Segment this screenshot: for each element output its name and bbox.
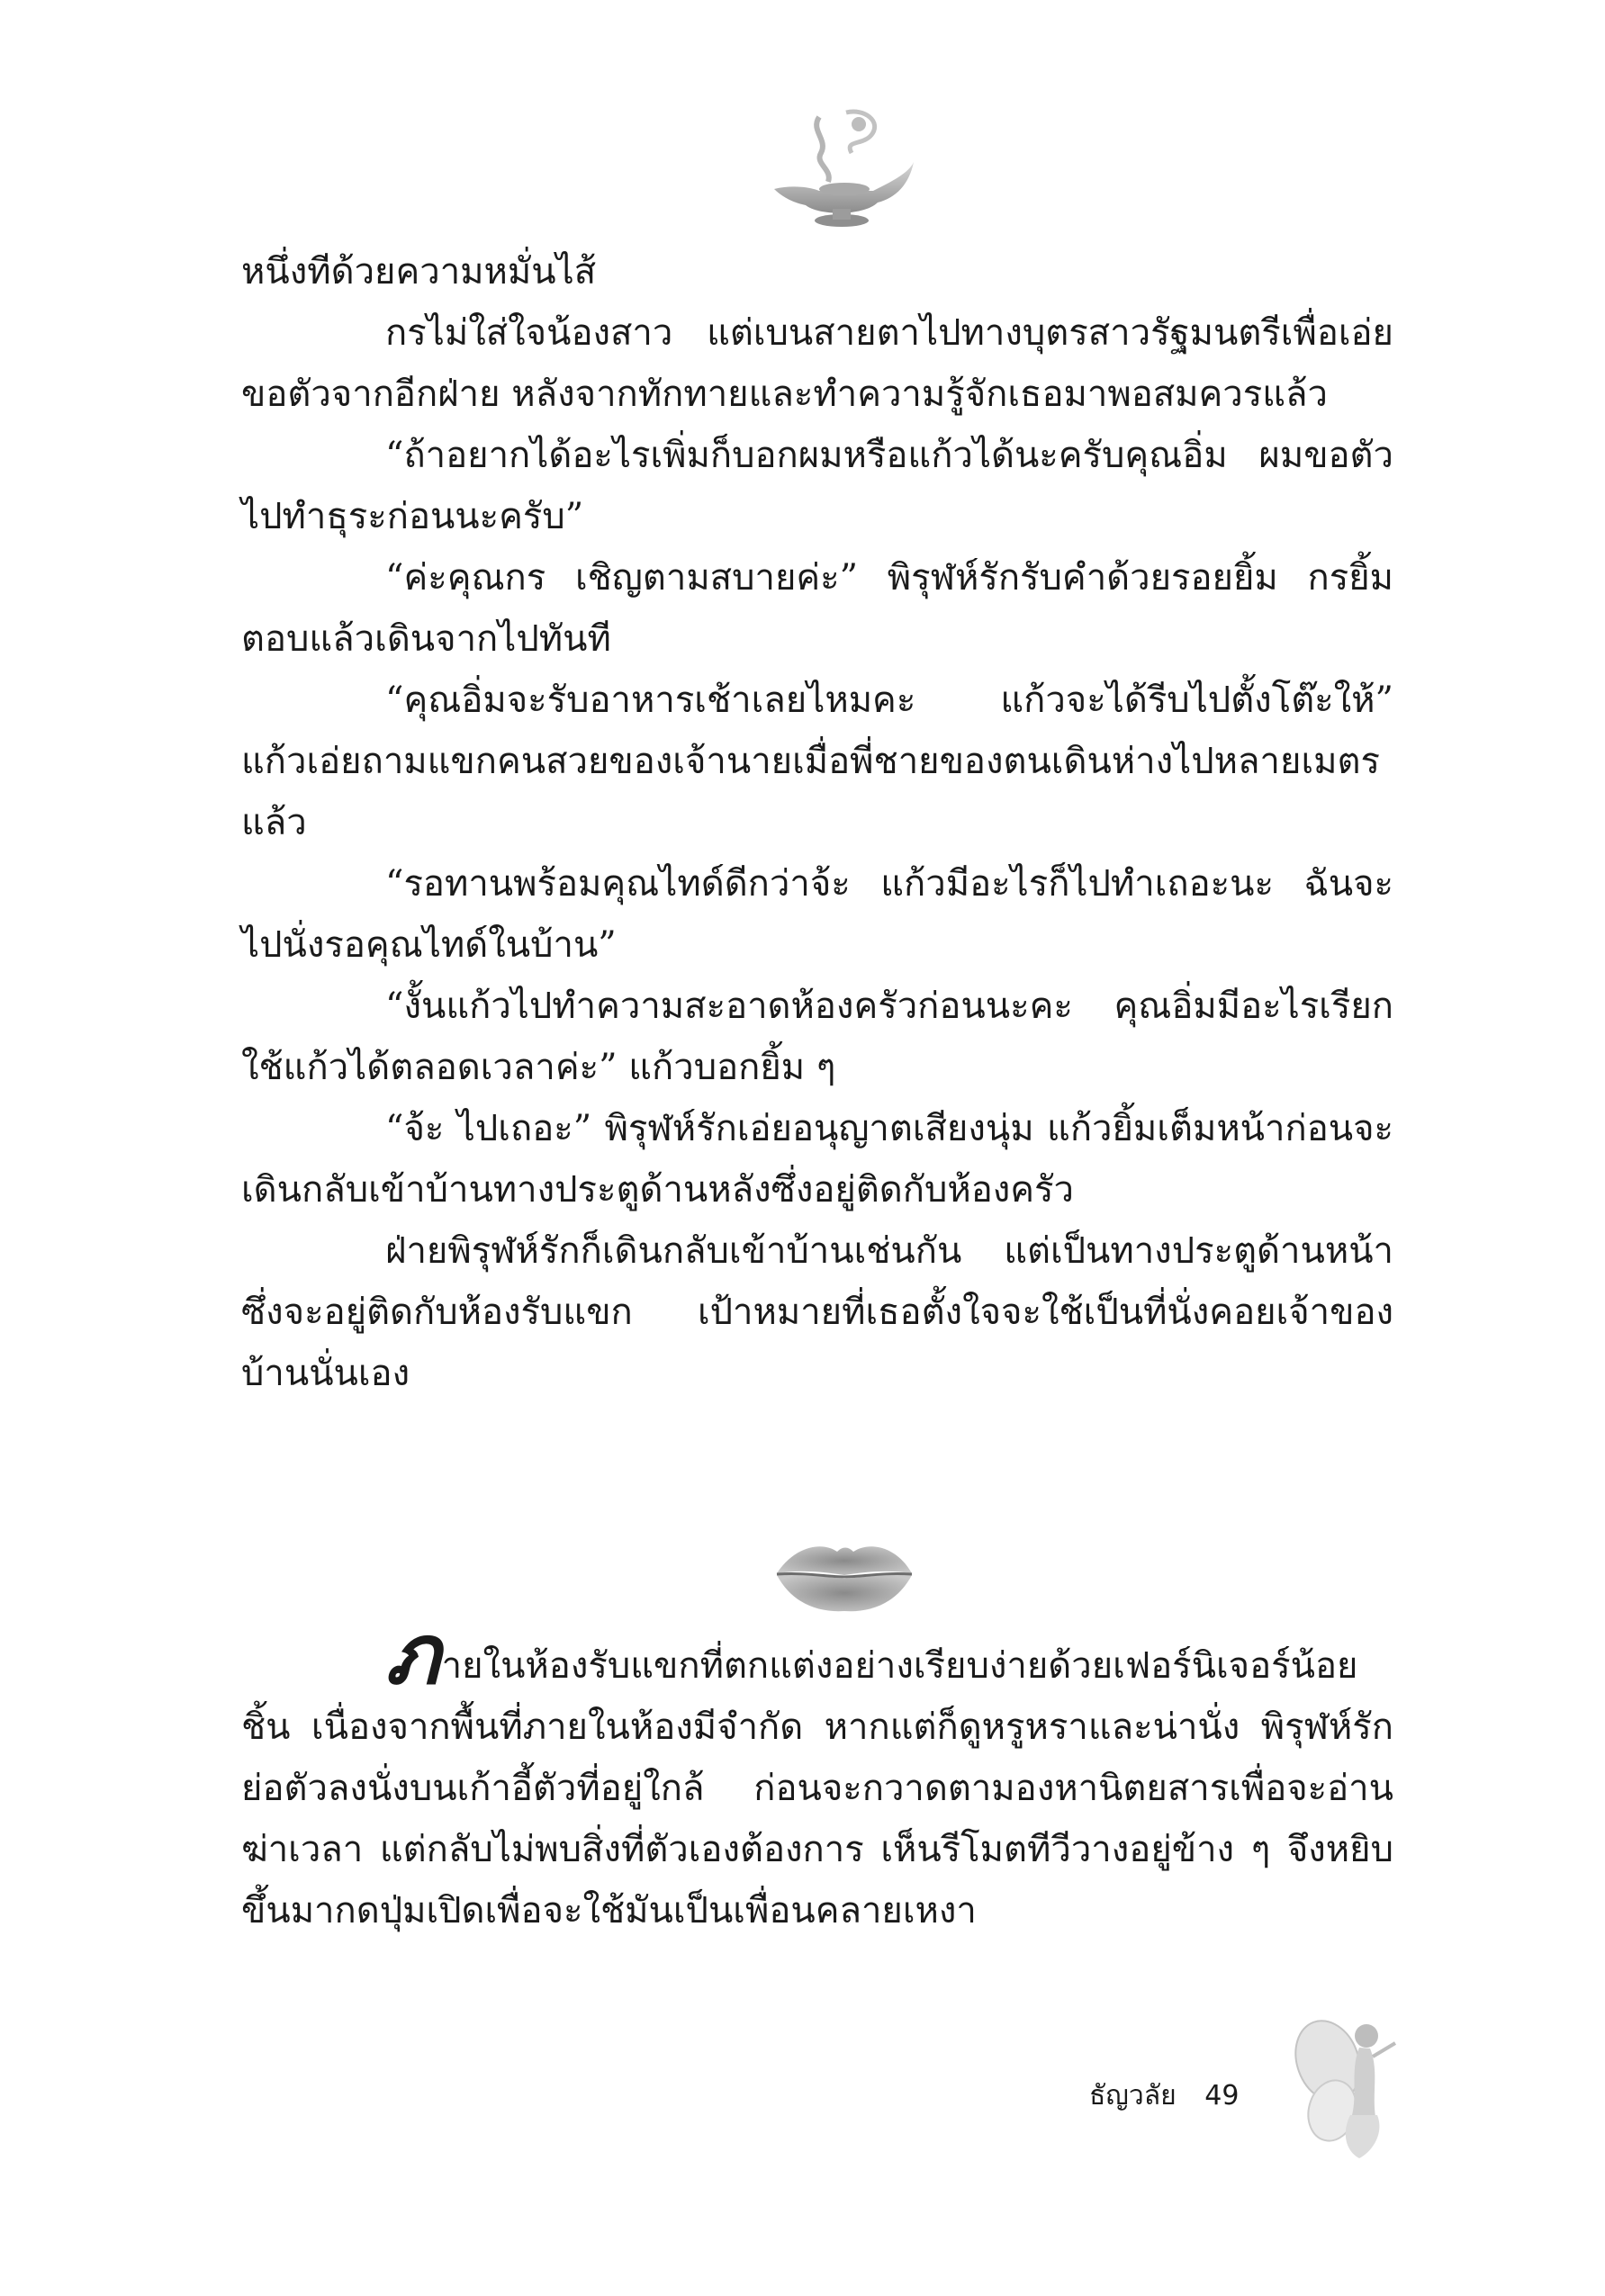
body-text-bottom [241, 1606, 1393, 1941]
drop-cap: ภ [385, 1606, 440, 1703]
paragraph: ฝ่ายพิรุฬห์รักก็เดินกลับเข้าบ้านเช่นกัน แต่เป็นทางประตูด้านหน้าซึ่งจะอยู่ติดกับห้องรับแขก เป้าหมายที่เธอตั้งใจจะใช้เป็นที่นั่งคอยเจ้าของบ้านนั่นเอง [241, 1230, 1393, 1394]
paragraph: “รอทานพร้อมคุณไทด์ดีกว่าจ้ะ แก้วมีอะไรก็ไปทำเถอะนะ ฉันจะไปนั่งรอคุณไทด์ในบ้าน” [241, 863, 1393, 966]
paragraph: “งั้นแก้วไปทำความสะอาดห้องครัวก่อนนะคะ คุณอิ่มมีอะไรเรียกใช้แก้วได้ตลอดเวลาค่ะ” แก้วบอกยิ้ม ๆ [241, 986, 1393, 1088]
paragraph: “ถ้าอยากได้อะไรเพิ่มก็บอกผมหรือแก้วได้นะครับคุณอิ่ม ผมขอตัวไปทำธุระก่อนนะครับ” [241, 435, 1393, 537]
paragraph: หนึ่งทีด้วยความหมั่นไส้ [241, 251, 597, 293]
paragraph [241, 1606, 1393, 1941]
fairy-icon [1287, 2007, 1413, 2160]
author-name: ธัญวลัย [1089, 2080, 1177, 2111]
paragraph-text: ายในห้องรับแขกที่ตกแต่งอย่างเรียบง่ายด้วยเฟอร์นิเจอร์น้อยชิ้น เนื่องจากพื้นที่ภายในห้องมีจำกัด หากแต่ก็ดูหรูหราและน่านั่ง พิรุฬห์รักย่อตัวลงนั่งบนเก้าอี้ตัวที่อยู่ใกล้ ก่อนจะกวาดตามองหานิตยสารเพื่อจะอ่านฆ่าเวลา แต่กลับไม่พบสิ่งที่ตัวเองต้องการ เห็นรีโมตทีวีวางอยู่ข้าง ๆ จึงหยิบขึ้นมากดปุ่มเปิดเพื่อจะใช้มันเป็นเพื่อนคลายเหงา [241, 1645, 1393, 1931]
body-text-top [241, 241, 1393, 1404]
page-number: 49 [1204, 2080, 1240, 2111]
lips-icon [772, 1530, 916, 1616]
paragraph: “จ้ะ ไปเถอะ” พิรุฬห์รักเอ่ยอนุญาตเสียงนุ่ม แก้วยิ้มเต็มหน้าก่อนจะเดินกลับเข้าบ้านทางประตูด้านหลังซึ่งอยู่ติดกับห้องครัว [241, 1108, 1393, 1211]
paragraph: กรไม่ใส่ใจน้องสาว แต่เบนสายตาไปทางบุตรสาวรัฐมนตรีเพื่อเอ่ยขอตัวจากอีกฝ่าย หลังจากทักทายและทำความรู้จักเธอมาพอสมควรแล้ว [241, 312, 1393, 415]
paragraph: “ค่ะคุณกร เชิญตามสบายค่ะ” พิรุฬห์รักรับคำด้วยรอยยิ้ม กรยิ้มตอบแล้วเดินจากไปทันที [241, 557, 1393, 660]
paragraph: “คุณอิ่มจะรับอาหารเช้าเลยไหมคะ แก้วจะได้รีบไปตั้งโต๊ะให้” แก้วเอ่ยถามแขกคนสวยของเจ้านายเมื่อพี่ชายของตนเดินห่างไปหลายเมตรแล้ว [241, 680, 1393, 843]
genie-lamp-icon [765, 99, 918, 234]
page-footer [1089, 2075, 1239, 2117]
